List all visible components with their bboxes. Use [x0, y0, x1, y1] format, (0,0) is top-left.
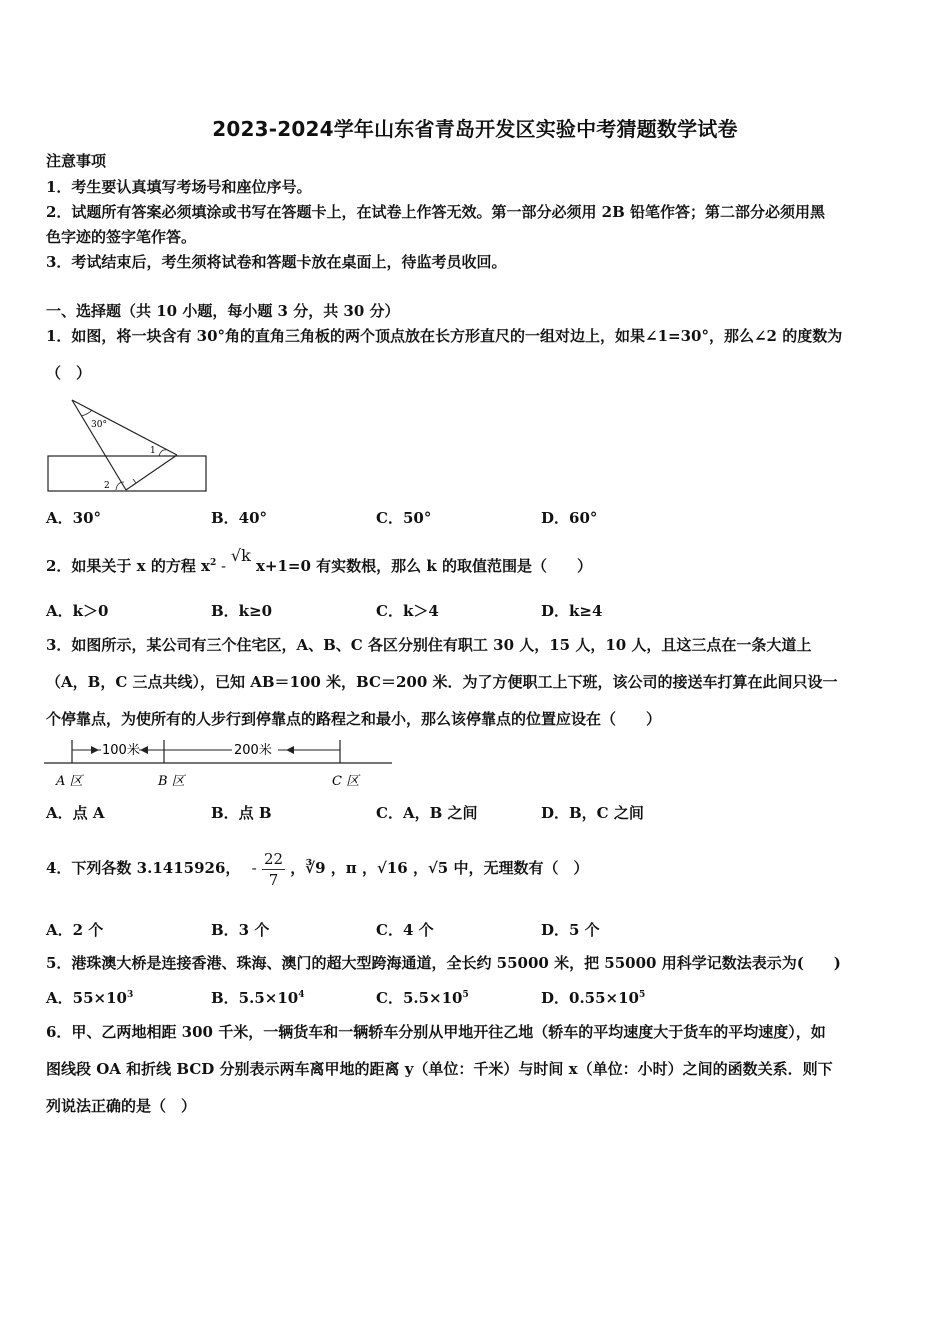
section-heading: 一、选择题（共 10 小题，每小题 3 分，共 30 分） [46, 302, 400, 320]
notice-item: 2．试题所有答案必须填涂或书写在答题卡上，在试卷上作答无效。第一部分必须用 2B 铅笔作答；第二部分必须用黑 [46, 203, 826, 221]
notice-heading: 注意事项 [46, 152, 107, 170]
option-c[interactable]: C．A，B 之间 [376, 804, 478, 822]
q4-pre: 4．下列各数 3.1415926， [46, 859, 241, 877]
question-6-line: 图线段 OA 和折线 BCD 分别表示两车离甲地的距离 y（单位：千米）与时间 x（单位：小时）之间的函数关系．则下 [46, 1060, 833, 1078]
fig-label-c: C 区 [332, 774, 360, 789]
arrow-right [91, 746, 99, 754]
option-b[interactable]: B．3 个 [211, 921, 270, 939]
option-exp: 5 [462, 990, 469, 1000]
q2-pre: 2．如果关于 x 的方程 x [46, 557, 210, 575]
option-b[interactable]: B．40° [211, 509, 268, 527]
option-base: A．55×10 [46, 989, 127, 1007]
option-b[interactable] [211, 987, 304, 1008]
ruler-rect [48, 456, 206, 491]
q3-road-figure [44, 736, 396, 794]
option-a[interactable]: A．k＞0 [46, 602, 109, 620]
notice-item: 3．考试结束后，考生须将试卷和答题卡放在桌面上，待监考员收回。 [46, 253, 507, 271]
option-exp: 3 [126, 990, 134, 1000]
arrow-left [286, 746, 294, 754]
option-d[interactable]: D．k≥4 [541, 602, 603, 620]
option-d[interactable] [541, 987, 645, 1008]
question-3-line: 个停靠点，为使所有的人步行到停靠点的路程之和最小，那么该停靠点的位置应设在（ ） [46, 710, 662, 728]
notice-item: 1．考生要认真填写考场号和座位序号。 [46, 178, 312, 196]
angle-arc [116, 482, 124, 490]
angle-arc [159, 450, 166, 456]
question-5-text: 5．港珠澳大桥是连接香港、珠海、澳门的超大型跨海通道，全长约 55000 米，把 55000 用科学记数法表示为( ) [46, 954, 841, 972]
option-b[interactable]: B．k≥0 [211, 602, 273, 620]
page-title: 2023-2024学年山东省青岛开发区实验中考猜题数学试卷 [212, 117, 738, 141]
fraction-denominator: 7 [268, 870, 279, 889]
option-a[interactable]: A．点 A [46, 804, 105, 822]
option-base: C．5.5×10 [376, 989, 463, 1007]
fig-label-b: B 区 [158, 774, 185, 789]
q4-fraction [262, 849, 285, 890]
q2-root: √k [230, 546, 251, 565]
fig-label-1: 1 [150, 446, 156, 456]
triangle-side [72, 400, 177, 455]
question-1-paren: （ ） [46, 364, 92, 382]
notice-item: 色字迹的签字笔作答。 [46, 228, 197, 246]
option-base: D．0.55×10 [541, 989, 639, 1007]
option-b[interactable]: B．点 B [211, 804, 272, 822]
fig-label-100: 100米 [102, 743, 140, 758]
question-4-text [46, 836, 588, 900]
question-6-line: 列说法正确的是（ ） [46, 1097, 197, 1115]
option-c[interactable] [376, 987, 469, 1008]
q2-sup: 2 [210, 558, 217, 568]
question-3-line: （A，B，C 三点共线），已知 AB＝100 米，BC＝200 米．为了方便职工上下班，该公司的接送车打算在此间只设一 [46, 673, 838, 691]
option-exp: 5 [638, 990, 646, 1000]
option-a[interactable]: A．30° [46, 509, 102, 527]
option-base: B．5.5×10 [211, 989, 299, 1007]
question-6-line: 6．甲、乙两地相距 300 千米，一辆货车和一辆轿车分别从甲地开往乙地（轿车的平均速度大于货车的平均速度），如 [46, 1023, 826, 1041]
q4-rest: ，∛9 ，π ，√16 ，√5 中，无理数有（ ） [290, 859, 589, 877]
fig-label-2: 2 [104, 481, 110, 491]
option-a[interactable] [46, 987, 133, 1008]
q1-triangle-ruler-figure [46, 396, 212, 496]
option-c[interactable]: C．k＞4 [376, 602, 439, 620]
option-d[interactable]: D．B，C 之间 [541, 804, 644, 822]
fig-label-30: 30° [91, 420, 107, 430]
option-a[interactable]: A．2 个 [46, 921, 104, 939]
fig-label-a: A 区 [56, 774, 83, 789]
option-d[interactable]: D．5 个 [541, 921, 600, 939]
question-2-text [46, 546, 593, 576]
fraction-numerator: 22 [263, 849, 284, 868]
q2-minus: - [216, 557, 231, 575]
option-c[interactable]: C．4 个 [376, 921, 434, 939]
option-exp: 4 [298, 990, 305, 1000]
fig-label-200: 200米 [234, 743, 272, 758]
question-3-line: 3．如图所示，某公司有三个住宅区，A、B、C 各区分别住有职工 30 人，15 人，10 人，且这三点在一条大道上 [46, 636, 812, 654]
angle-arc [81, 410, 92, 416]
q2-post: x+1=0 有实数根，那么 k 的取值范围是（ ） [250, 557, 593, 575]
question-1-text: 1．如图，将一块含有 30°角的直角三角板的两个顶点放在长方形直尺的一组对边上，如果∠1=30°，那么∠2 的度数为 [46, 327, 843, 345]
option-d[interactable]: D．60° [541, 509, 598, 527]
q4-neg: - [251, 859, 257, 877]
arrow-left [140, 746, 148, 754]
option-c[interactable]: C．50° [376, 509, 432, 527]
